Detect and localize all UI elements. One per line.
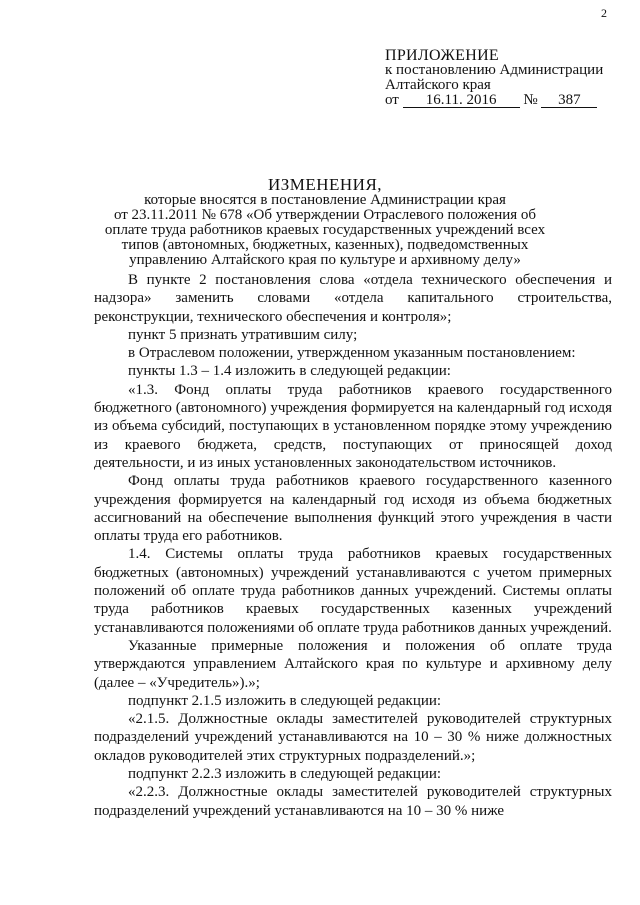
appendix-title: ПРИЛОЖЕНИЕ <box>385 47 500 64</box>
paragraph: Указанные примерные положения и положения об оплате труда утверждаются управлением Алтайского края по культуре и архивному делу (далее – «Учредитель»).»; <box>94 637 612 691</box>
paragraph: «1.3. Фонд оплаты труда работников краевого государственного бюджетного (автономного) учреждения формируется на календарный год исходя из объема субсидий, поступающих в установленном порядке этому учреждению из краевого бюджета, средств, поступающих от приносящей доход деятельности, и из иных установленных законодательством источников. <box>94 381 612 471</box>
heading-line-4: типов (автономных, бюджетных, казенных), подведомственных <box>121 237 529 253</box>
paragraph: 1.4. Системы оплаты труда работников краевых государственных бюджетных (автономных) учреждений устанавливаются с учетом примерных положений об оплате труда работников данных учреждений. Системы оплаты труда работников краевых государственных казенных учреждений устанавливаются положениями об оплате труда работников данных учреждений. <box>94 546 612 636</box>
date-prefix: от <box>385 92 399 108</box>
number-value: 387 <box>541 93 597 108</box>
document-body <box>94 271 612 820</box>
paragraph: пункты 1.3 – 1.4 изложить в следующей редакции: <box>128 363 451 380</box>
heading-line-2: от 23.11.2011 № 678 «Об утверждении Отраслевого положения об <box>113 207 537 223</box>
heading-line-5: управлению Алтайского края по культуре и архивному делу» <box>129 252 521 268</box>
page-number: 2 <box>601 6 607 20</box>
heading-line-3: оплате труда работников краевых государственных учреждений всех <box>104 222 546 238</box>
heading-line-1: которые вносятся в постановление Администрации края <box>144 192 506 208</box>
appendix-block <box>385 48 625 108</box>
appendix-line-2: Алтайского края <box>385 77 491 93</box>
paragraph: в Отраслевом положении, утвержденном указанным постановлением: <box>128 345 576 362</box>
appendix-date-line <box>385 93 625 108</box>
number-sign: № <box>523 92 538 108</box>
paragraph: «2.2.3. Должностные оклады заместителей руководителей структурных подразделений учреждений устанавливаются на 10 – 30 % ниже <box>94 784 612 819</box>
paragraph: подпункт 2.1.5 изложить в следующей редакции: <box>128 692 442 709</box>
paragraph: В пункте 2 постановления слова «отдела технического обеспечения и надзора» заменить словами «отдела капитального строительства, реконструкции, технического обеспечения и контроля»; <box>94 272 612 325</box>
appendix-line-1: к постановлению Администрации <box>385 62 604 78</box>
paragraph: подпункт 2.2.3 изложить в следующей редакции: <box>128 766 442 783</box>
paragraph: «2.1.5. Должностные оклады заместителей руководителей структурных подразделений учреждений устанавливаются на 10 – 30 % ниже должностных окладов руководителей этих структурных подразделений.»; <box>94 711 612 764</box>
date-value: 16.11. 2016 <box>403 93 520 108</box>
paragraph: Фонд оплаты труда работников краевого государственного казенного учреждения формируется на календарный год исходя из объема бюджетных ассигнований на обеспечение выполнения функций этого учреждения в части оплаты труда его работников. <box>94 473 612 545</box>
document-heading <box>90 177 560 268</box>
paragraph: пункт 5 признать утратившим силу; <box>128 326 358 343</box>
heading-title: ИЗМЕНЕНИЯ, <box>267 175 383 194</box>
